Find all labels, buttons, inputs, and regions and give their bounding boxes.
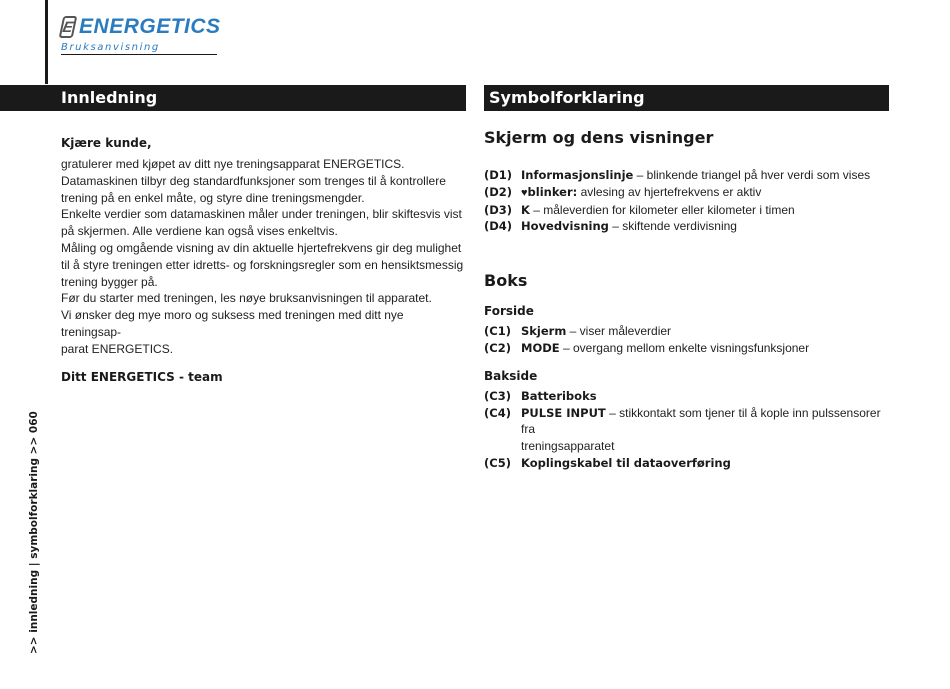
item-desc: – viser måleverdier — [566, 324, 672, 339]
item-desc: – måleverdien for kilometer eller kilometer i timen — [529, 202, 795, 217]
item-code: (D3) — [484, 202, 513, 217]
intro-line: gratulerer med kjøpet av ditt nye treningsapparat ENERGETICS. — [61, 157, 405, 171]
signature: Ditt ENERGETICS - team — [61, 369, 223, 384]
section-title-symbolforklaring: Symbolforklaring — [484, 85, 889, 111]
item-code: (D4) — [484, 219, 513, 234]
item-code: (C3) — [484, 388, 511, 403]
item-desc: – skiftende verdivisning — [608, 219, 737, 234]
item-term: Batteriboks — [521, 388, 597, 403]
intro-line: på skjermen. Alle verdiene kan også vises enkeltvis. — [61, 224, 338, 239]
item-desc: avlesing av hjertefrekvens er aktiv — [577, 184, 762, 199]
item-desc: – stikkontakt som tjener til å kople inn pulssensorer fra — [521, 405, 881, 437]
margin-rule — [45, 0, 48, 84]
legend-item — [484, 202, 894, 219]
intro-line: trening på en enkel måte, og styre dine treningsmengder. — [61, 190, 365, 205]
intro-line: Enkelte verdier som datamaskinen måler under treningen, blir skiftesvis vist — [61, 207, 462, 222]
item-term: Informasjonslinje — [521, 168, 634, 182]
front-heading: Forside — [484, 304, 534, 319]
greeting: Kjære kunde, — [61, 136, 152, 150]
item-code: (C4) — [484, 405, 511, 420]
screen-heading: Skjerm og dens visninger — [484, 128, 714, 147]
intro-line: parat ENERGETICS. — [61, 341, 174, 356]
legend-item — [484, 340, 894, 357]
item-code: (D1) — [484, 168, 513, 182]
item-code: (C5) — [484, 455, 511, 470]
item-term: MODE — [521, 340, 560, 355]
legend-item — [484, 167, 894, 184]
intro-line: trening bygger på. — [61, 274, 158, 289]
item-term: K — [521, 202, 530, 217]
item-term: PULSE INPUT — [521, 405, 606, 420]
item-code: (D2) — [484, 184, 513, 199]
item-desc: – blinkende triangel på hver verdi som vises — [633, 168, 871, 182]
item-desc-continued: treningsapparatet — [521, 439, 615, 454]
item-code: (C2) — [484, 340, 511, 355]
legend-item — [484, 405, 894, 455]
page-side-label: >> innledning | symbolforklaring >> 060 — [28, 411, 40, 654]
section-title-innledning: Innledning — [0, 85, 466, 111]
intro-line: Måling og omgående visning av din aktuelle hjertefrekvens gir deg mulighet — [61, 240, 462, 255]
intro-line: Datamaskinen tilbyr deg standardfunksjoner som trenges til å kontrollere — [61, 173, 446, 188]
intro-line: Før du starter med treningen, les nøye bruksanvisningen til apparatet. — [61, 291, 432, 306]
logo-mark-icon: E — [59, 16, 78, 38]
logo-name: ENERGETICS — [79, 15, 221, 38]
intro-line: til å styre treningen etter idretts- og forskningsregler som en hensiktsmessig — [61, 257, 464, 272]
intro-line: Vi ønsker deg mye moro og suksess med treningen med ditt nye treningsap- — [61, 308, 404, 339]
logo-subtitle: Bruksanvisning — [61, 42, 217, 55]
energetics-logo — [61, 15, 221, 55]
back-heading: Bakside — [484, 368, 538, 383]
introduction-column — [61, 136, 466, 384]
legend-item — [484, 323, 894, 340]
item-term: Hovedvisning — [521, 219, 609, 234]
item-code: (C1) — [484, 324, 511, 339]
heart-icon: ♥ — [521, 186, 528, 199]
item-desc: – overgang mellom enkelte visningsfunksjoner — [559, 340, 810, 355]
item-term: Skjerm — [521, 324, 567, 339]
legend-item — [484, 388, 894, 405]
item-term: Koplingskabel til dataoverføring — [521, 455, 731, 470]
legend-item — [484, 455, 894, 472]
legend-item — [484, 218, 894, 235]
item-term: blinker: — [527, 184, 578, 199]
legend-item — [484, 184, 894, 202]
box-heading: Boks — [484, 271, 528, 291]
symbol-column — [484, 128, 894, 472]
intro-text — [61, 156, 466, 358]
